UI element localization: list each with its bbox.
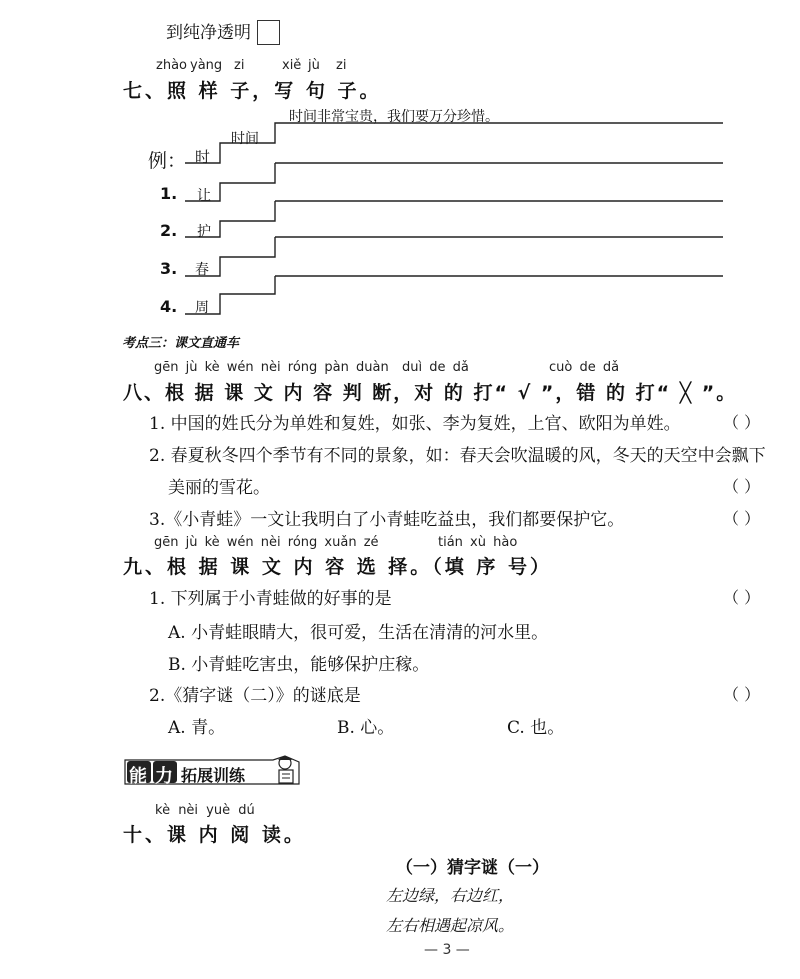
row-number: 3. xyxy=(160,259,178,278)
choice-question: 1. 下列属于小青蛙做的好事的是 xyxy=(149,589,392,609)
ability-banner xyxy=(123,752,303,788)
pinyin-syllable: yàng xyxy=(190,58,223,73)
answer-paren[interactable]: （ ） xyxy=(723,685,761,704)
example-sentence: 时间非常宝贵，我们要万分珍惜。 xyxy=(289,109,499,125)
section10-title: 十、课 内 阅 读。 xyxy=(123,824,306,846)
judge-item-continuation: 美丽的雪花。 xyxy=(168,478,270,498)
row-char: 护 xyxy=(197,224,211,240)
pinyin-syllable: xiě xyxy=(282,58,302,73)
reading-subtitle: （一）猜字谜（一） xyxy=(396,858,549,878)
banner-char-2: 力 xyxy=(155,766,173,787)
section10-pinyin: kè nèi yuè dú xyxy=(155,803,255,818)
judge-item: 3.《小青蛙》一文让我明白了小青蛙吃益虫，我们都要保护它。 xyxy=(149,510,625,530)
banner-char-1: 能 xyxy=(129,766,147,787)
pinyin-syllable: zi xyxy=(336,58,347,73)
row-char: 周 xyxy=(195,300,209,316)
pinyin-syllable: jù xyxy=(308,58,320,73)
pinyin-syllable: zi xyxy=(234,58,245,73)
riddle-line: 左边绿，右边红， xyxy=(386,886,515,905)
section8-pinyin-a: gēn jù kè wén nèi róng pàn duàn xyxy=(154,360,389,375)
judge-item: 1. 中国的姓氏分为单姓和复姓，如张、李为复姓，上官、欧阳为单姓。 xyxy=(149,414,681,434)
section7-title: 七、照 样 子，写 句 子。 xyxy=(123,80,382,102)
example-label: 例： xyxy=(148,150,187,172)
answer-paren[interactable]: （ ） xyxy=(723,509,761,528)
example-char-1: 时 xyxy=(195,148,211,166)
section9-pinyin-b: tián xù hào xyxy=(438,535,518,550)
kaodian-heading: 考点三：课文直通车 xyxy=(122,336,240,351)
section8-pinyin-c: cuò de dǎ xyxy=(549,360,620,375)
answer-paren[interactable]: （ ） xyxy=(723,588,761,607)
section9-pinyin-a: gēn jù kè wén nèi róng xuǎn zé xyxy=(154,535,379,550)
judge-item: 2. 春夏秋冬四个季节有不同的景象，如：春天会吹温暖的风，冬天的天空中会飘下 xyxy=(149,446,766,466)
choice-question: 2.《猜字谜（二）》的谜底是 xyxy=(149,686,361,706)
staircase-lines xyxy=(0,0,800,330)
stair-line-example xyxy=(185,123,723,163)
choice-option: A. 青。 xyxy=(168,718,226,738)
riddle-line: 左右相遇起凉风。 xyxy=(386,916,515,935)
banner-text: 拓展训练 xyxy=(181,766,246,785)
section8-pinyin-b: duì de dǎ xyxy=(402,360,469,375)
answer-paren[interactable]: （ ） xyxy=(723,413,761,432)
choice-option: B. 心。 xyxy=(337,718,395,738)
top-fragment: 到纯净透明 xyxy=(166,23,251,43)
choice-option: A. 小青蛙眼睛大，很可爱，生活在清清的河水里。 xyxy=(168,623,549,643)
choice-option: C. 也。 xyxy=(507,718,565,738)
student-reading-icon xyxy=(273,755,299,785)
example-char-2: 时间 xyxy=(231,131,259,147)
row-number: 1. xyxy=(160,184,178,203)
row-char: 让 xyxy=(197,188,211,204)
row-number: 2. xyxy=(160,221,178,240)
row-number: 4. xyxy=(160,297,178,316)
section8-title: 八、根 据 课 文 内 容 判 断，对 的 打“ √ ”，错 的 打“ ╳ ”。 xyxy=(123,382,738,404)
choice-option: B. 小青蛙吃害虫，能够保护庄稼。 xyxy=(168,655,430,675)
page-number: — 3 — xyxy=(424,942,470,958)
pinyin-syllable: zhào xyxy=(156,58,187,73)
answer-paren[interactable]: （ ） xyxy=(723,477,761,496)
section9-title: 九、根 据 课 文 内 容 选 择。（填 序 号） xyxy=(123,556,553,578)
row-char: 春 xyxy=(195,262,209,278)
